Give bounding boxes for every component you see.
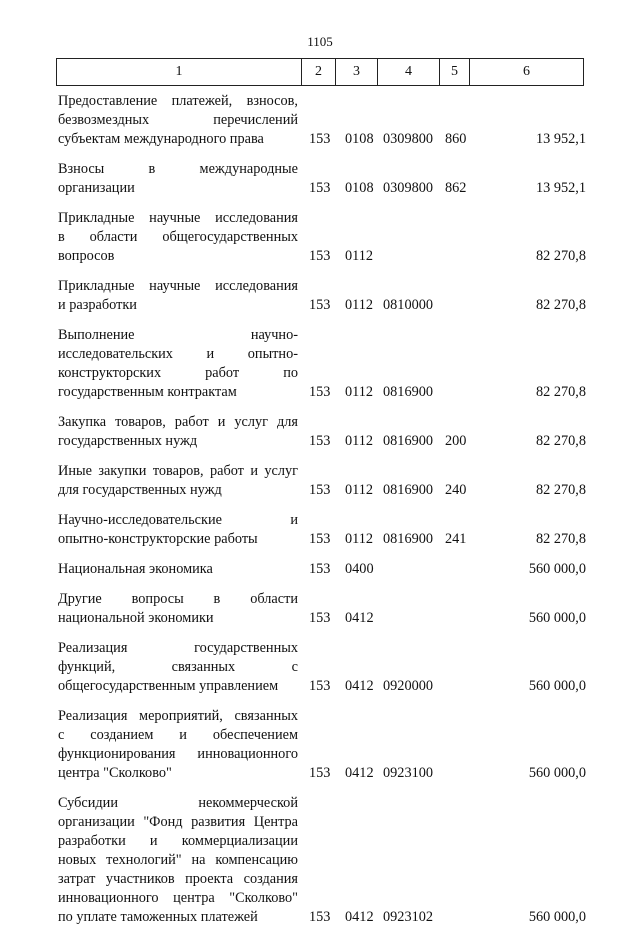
section-code: 0412 xyxy=(345,765,374,781)
description-line: для государственных нужд xyxy=(58,482,222,498)
row-codes xyxy=(58,383,588,402)
target-item-code: 0309800 xyxy=(383,180,434,196)
table-row xyxy=(58,511,588,549)
description-line: субъектам международного права xyxy=(58,131,264,147)
description-line: Закупка товаров, работ и услуг для xyxy=(58,414,298,430)
amount: 82 270,8 xyxy=(535,482,586,498)
row-codes xyxy=(58,130,588,149)
description-line: организации "Фонд развития Центра xyxy=(58,814,298,830)
expense-type-code: 200 xyxy=(445,433,467,449)
row-codes xyxy=(58,432,588,451)
description-line: Реализация мероприятий, связанных xyxy=(58,708,298,724)
header-col-3: 3 xyxy=(336,59,378,85)
description-line: Предоставление платежей, взносов, xyxy=(58,93,298,109)
table-row xyxy=(58,639,588,696)
description-line: функционирования инновационного xyxy=(58,746,298,762)
description-line: функций, связанных с xyxy=(58,659,298,675)
section-code: 0400 xyxy=(345,561,374,577)
section-code: 0112 xyxy=(345,384,374,400)
amount: 13 952,1 xyxy=(535,131,586,147)
table-row xyxy=(58,413,588,451)
row-codes xyxy=(58,247,588,266)
description-line: новых технологий" на компенсацию xyxy=(58,852,298,868)
table-row xyxy=(58,160,588,198)
amount: 82 270,8 xyxy=(535,384,586,400)
description-line: конструкторских работ по xyxy=(58,365,298,381)
table-row xyxy=(58,92,588,149)
description-line: инновационного центра "Сколково" xyxy=(58,890,298,906)
description-line: разработки и коммерциализации xyxy=(58,833,298,849)
table-row xyxy=(58,794,588,927)
row-codes xyxy=(58,179,588,198)
description-line: в области общегосударственных xyxy=(58,229,298,245)
description-line: Прикладные научные исследования xyxy=(58,278,298,294)
section-code: 0412 xyxy=(345,909,374,925)
description-line: Субсидии некоммерческой xyxy=(58,795,298,811)
section-code: 0112 xyxy=(345,248,374,264)
description-line: национальной экономики xyxy=(58,610,214,626)
row-codes xyxy=(58,560,588,579)
row-codes xyxy=(58,677,588,696)
admin-code: 153 xyxy=(309,610,331,626)
admin-code: 153 xyxy=(309,678,331,694)
description-line: опытно-конструкторские работы xyxy=(58,531,258,547)
description-line: Национальная экономика xyxy=(58,561,213,577)
amount: 82 270,8 xyxy=(535,297,586,313)
description-line: Реализация государственных xyxy=(58,640,298,656)
section-code: 0112 xyxy=(345,482,374,498)
description-line: Научно-исследовательские и xyxy=(58,512,298,528)
row-codes xyxy=(58,481,588,500)
row-codes xyxy=(58,296,588,315)
description-line: вопросов xyxy=(58,248,115,264)
description-line: центра "Сколково" xyxy=(58,765,172,781)
table-row xyxy=(58,590,588,628)
row-codes xyxy=(58,764,588,783)
description-line: Прикладные научные исследования xyxy=(58,210,298,226)
target-item-code: 0309800 xyxy=(383,131,434,147)
page-number: 1105 xyxy=(307,34,333,49)
description-line: затрат участников проекта создания xyxy=(58,871,298,887)
expense-type-code: 240 xyxy=(445,482,467,498)
admin-code: 153 xyxy=(309,248,331,264)
amount: 82 270,8 xyxy=(535,248,586,264)
amount: 560 000,0 xyxy=(528,765,586,781)
amount: 13 952,1 xyxy=(535,180,586,196)
amount: 82 270,8 xyxy=(535,433,586,449)
table-row xyxy=(58,560,588,579)
target-item-code: 0920000 xyxy=(383,678,434,694)
description-line: безвозмездных перечислений xyxy=(58,112,298,128)
table-row xyxy=(58,462,588,500)
row-codes xyxy=(58,530,588,549)
amount: 560 000,0 xyxy=(528,909,586,925)
row-codes xyxy=(58,609,588,628)
amount: 560 000,0 xyxy=(528,610,586,626)
table-row xyxy=(58,326,588,402)
row-codes xyxy=(58,908,588,927)
header-col-1: 1 xyxy=(57,59,302,85)
table-row xyxy=(58,277,588,315)
section-code: 0412 xyxy=(345,610,374,626)
amount: 560 000,0 xyxy=(528,561,586,577)
admin-code: 153 xyxy=(309,531,331,547)
description-line: организации xyxy=(58,180,135,196)
description-line: Иные закупки товаров, работ и услуг xyxy=(58,463,298,479)
header-col-5: 5 xyxy=(440,59,470,85)
expense-type-code: 860 xyxy=(445,131,467,147)
admin-code: 153 xyxy=(309,131,331,147)
admin-code: 153 xyxy=(309,384,331,400)
admin-code: 153 xyxy=(309,297,331,313)
section-code: 0112 xyxy=(345,531,374,547)
description-line: Выполнение научно- xyxy=(58,327,298,343)
target-item-code: 0816900 xyxy=(383,531,434,547)
description-line: по уплате таможенных платежей xyxy=(58,909,258,925)
admin-code: 153 xyxy=(309,180,331,196)
header-col-4: 4 xyxy=(378,59,440,85)
header-col-2: 2 xyxy=(302,59,336,85)
expense-type-code: 862 xyxy=(445,180,467,196)
section-code: 0112 xyxy=(345,433,374,449)
budget-table-body xyxy=(58,92,588,938)
description-line: Взносы в международные xyxy=(58,161,298,177)
target-item-code: 0816900 xyxy=(383,384,434,400)
target-item-code: 0923100 xyxy=(383,765,434,781)
target-item-code: 0816900 xyxy=(383,482,434,498)
expense-type-code: 241 xyxy=(445,531,467,547)
header-col-6: 6 xyxy=(523,64,530,79)
description-line: государственным контрактам xyxy=(58,384,237,400)
section-code: 0112 xyxy=(345,297,374,313)
admin-code: 153 xyxy=(309,561,331,577)
table-row xyxy=(58,209,588,266)
description-line: с созданием и обеспечением xyxy=(58,727,298,743)
table-header-row xyxy=(56,58,584,86)
admin-code: 153 xyxy=(309,765,331,781)
section-code: 0108 xyxy=(345,131,374,147)
description-line: государственных нужд xyxy=(58,433,198,449)
table-row xyxy=(58,707,588,783)
amount: 82 270,8 xyxy=(535,531,586,547)
admin-code: 153 xyxy=(309,909,331,925)
section-code: 0108 xyxy=(345,180,374,196)
target-item-code: 0816900 xyxy=(383,433,434,449)
description-line: исследовательских и опытно- xyxy=(58,346,298,362)
admin-code: 153 xyxy=(309,433,331,449)
admin-code: 153 xyxy=(309,482,331,498)
section-code: 0412 xyxy=(345,678,374,694)
description-line: Другие вопросы в области xyxy=(58,591,298,607)
target-item-code: 0923102 xyxy=(383,909,434,925)
description-line: общегосударственным управлением xyxy=(58,678,279,694)
description-line: и разработки xyxy=(58,297,137,313)
target-item-code: 0810000 xyxy=(383,297,434,313)
amount: 560 000,0 xyxy=(528,678,586,694)
